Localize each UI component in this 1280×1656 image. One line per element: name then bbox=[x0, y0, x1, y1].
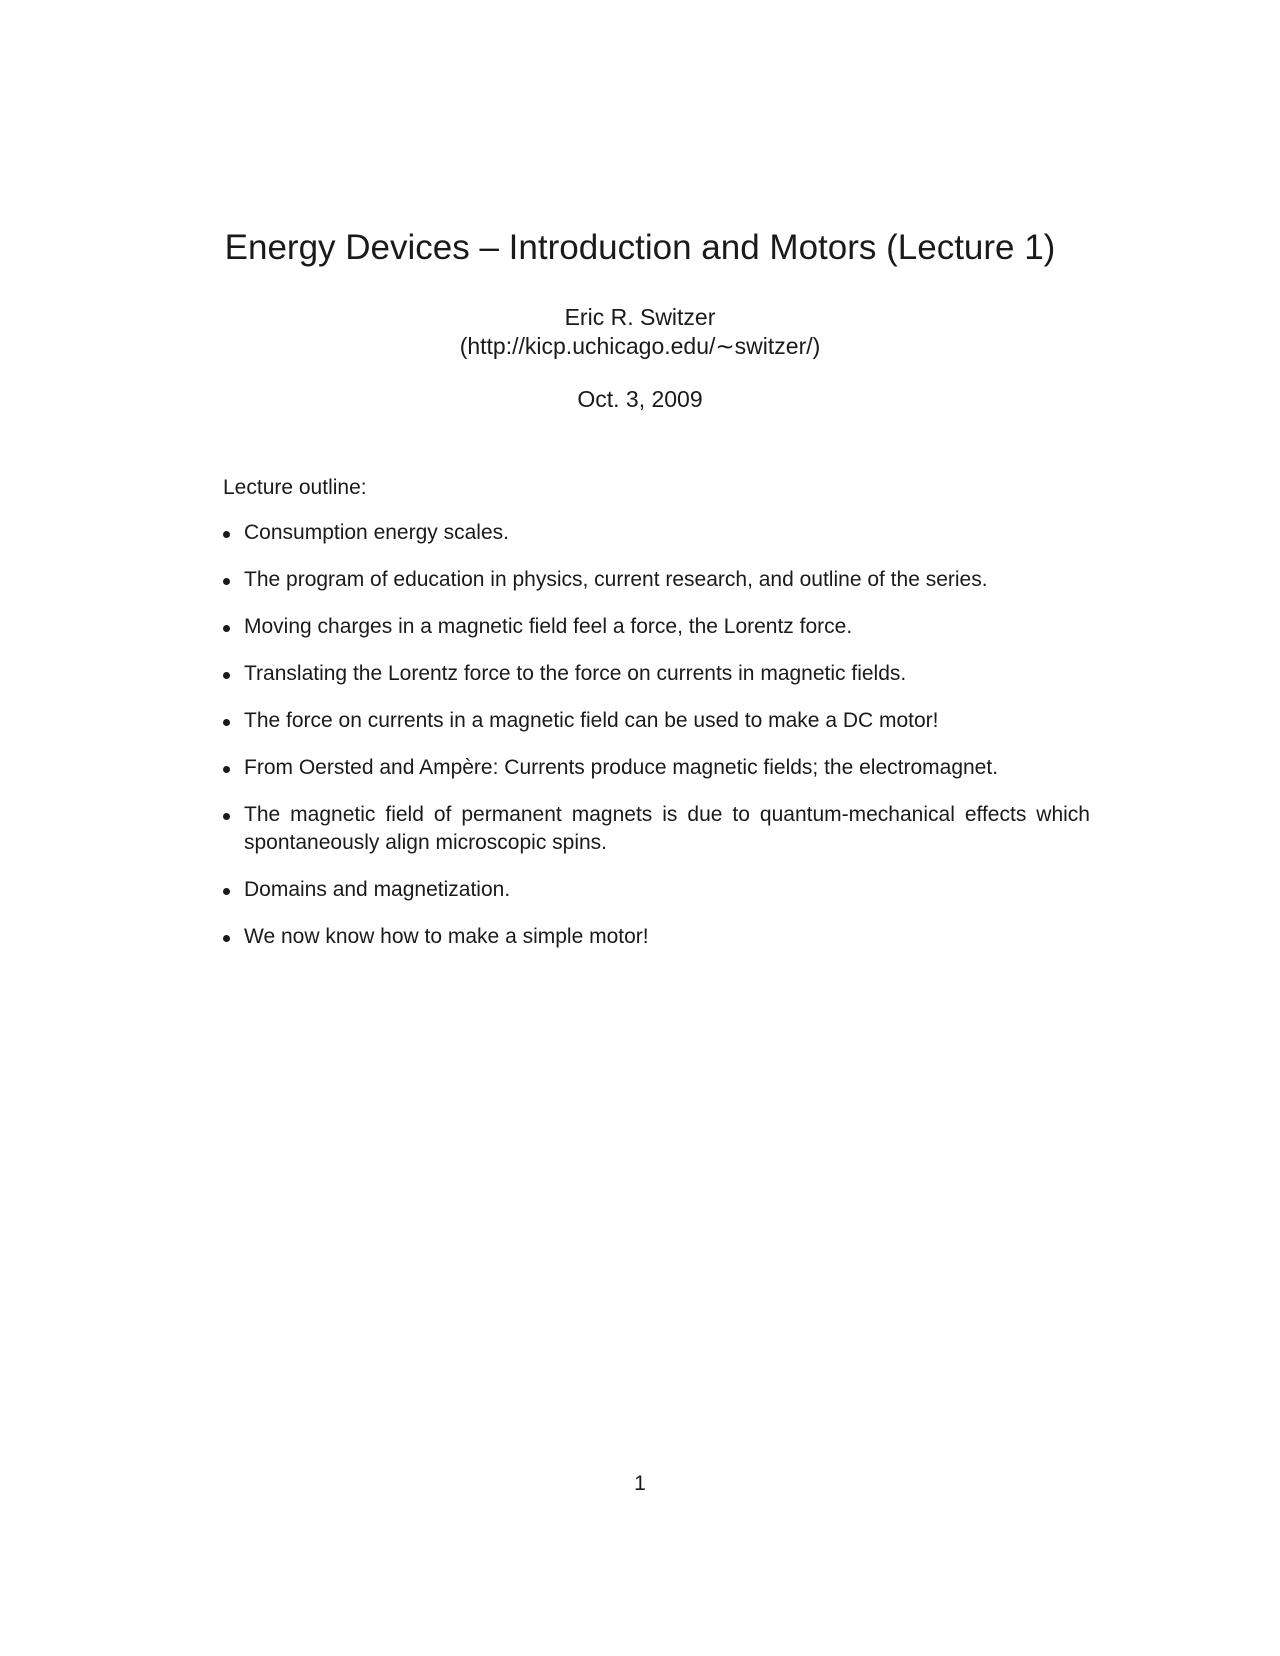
outline-item bbox=[223, 566, 1090, 594]
author-name: Eric R. Switzer bbox=[564, 304, 716, 330]
outline-item-text: The magnetic field of permanent magnets is due to quantum-mechanical effects which spontaneously align microscopic spins. bbox=[244, 803, 1090, 854]
outline-item-text: Domains and magnetization. bbox=[244, 878, 511, 901]
outline-item-text: Moving charges in a magnetic field feel a force, the Lorentz force. bbox=[244, 615, 853, 638]
outline-item bbox=[223, 519, 1090, 547]
bullet-icon bbox=[223, 578, 230, 585]
outline-item bbox=[223, 801, 1090, 857]
bullet-icon bbox=[223, 672, 230, 679]
outline-item bbox=[223, 707, 1090, 735]
outline-item bbox=[223, 876, 1090, 904]
bullet-icon bbox=[223, 531, 230, 538]
outline-item bbox=[223, 923, 1090, 951]
outline-item-text: From Oersted and Ampère: Currents produce magnetic fields; the electromagnet. bbox=[244, 756, 999, 779]
outline-item-text: Translating the Lorentz force to the force on currents in magnetic fields. bbox=[244, 662, 907, 685]
document-date: Oct. 3, 2009 bbox=[577, 386, 703, 412]
outline-item-text: Consumption energy scales. bbox=[244, 521, 509, 544]
outline-item-text: The program of education in physics, current research, and outline of the series. bbox=[244, 568, 988, 591]
document-title: Energy Devices – Introduction and Motors (Lecture 1) bbox=[224, 228, 1056, 267]
bullet-icon bbox=[223, 813, 230, 820]
bullet-icon bbox=[223, 766, 230, 773]
outline-item-text: We now know how to make a simple motor! bbox=[244, 925, 649, 948]
outline-item-text: The force on currents in a magnetic field can be used to make a DC motor! bbox=[244, 709, 939, 732]
bullet-icon bbox=[223, 888, 230, 895]
outline-list bbox=[223, 519, 1090, 970]
page-number: 1 bbox=[634, 1472, 646, 1495]
author-url: (http://kicp.uchicago.edu/∼switzer/) bbox=[459, 333, 821, 359]
bullet-icon bbox=[223, 625, 230, 632]
outline-item bbox=[223, 660, 1090, 688]
outline-heading: Lecture outline: bbox=[223, 476, 367, 499]
outline-item bbox=[223, 754, 1090, 782]
bullet-icon bbox=[223, 719, 230, 726]
outline-item bbox=[223, 613, 1090, 641]
bullet-icon bbox=[223, 935, 230, 942]
